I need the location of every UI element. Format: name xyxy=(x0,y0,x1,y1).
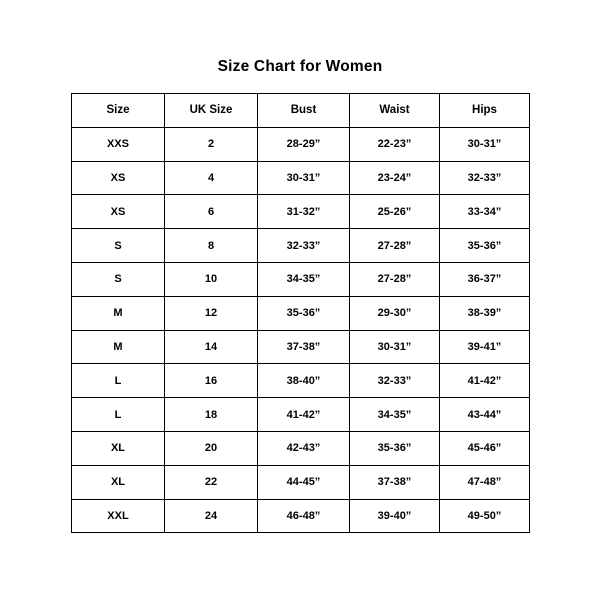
cell-uk-size: 10 xyxy=(165,262,258,296)
table-row xyxy=(72,229,530,263)
cell-size: XL xyxy=(72,465,165,499)
cell-hips: 49-50” xyxy=(440,499,530,533)
cell-bust: 44-45” xyxy=(258,465,350,499)
cell-uk-size: 2 xyxy=(165,127,258,161)
cell-uk-size: 18 xyxy=(165,398,258,432)
cell-size: XXL xyxy=(72,499,165,533)
cell-waist: 27-28” xyxy=(350,262,440,296)
cell-waist: 39-40” xyxy=(350,499,440,533)
table-row xyxy=(72,161,530,195)
cell-hips: 43-44” xyxy=(440,398,530,432)
size-chart-table-container xyxy=(71,93,529,533)
column-header-bust: Bust xyxy=(258,94,350,128)
cell-size: S xyxy=(72,262,165,296)
cell-size: XS xyxy=(72,161,165,195)
cell-waist: 25-26” xyxy=(350,195,440,229)
cell-size: XL xyxy=(72,431,165,465)
table-row xyxy=(72,330,530,364)
cell-bust: 34-35” xyxy=(258,262,350,296)
cell-size: XXS xyxy=(72,127,165,161)
table-row xyxy=(72,465,530,499)
cell-bust: 32-33” xyxy=(258,229,350,263)
table-header xyxy=(72,94,530,128)
cell-hips: 32-33” xyxy=(440,161,530,195)
cell-bust: 35-36” xyxy=(258,296,350,330)
cell-hips: 36-37” xyxy=(440,262,530,296)
table-row xyxy=(72,195,530,229)
cell-size: L xyxy=(72,364,165,398)
table-row xyxy=(72,431,530,465)
cell-uk-size: 12 xyxy=(165,296,258,330)
cell-bust: 42-43” xyxy=(258,431,350,465)
cell-hips: 33-34” xyxy=(440,195,530,229)
cell-hips: 38-39” xyxy=(440,296,530,330)
table-row xyxy=(72,499,530,533)
cell-bust: 28-29” xyxy=(258,127,350,161)
table-row xyxy=(72,127,530,161)
cell-waist: 22-23” xyxy=(350,127,440,161)
cell-waist: 23-24” xyxy=(350,161,440,195)
cell-hips: 47-48” xyxy=(440,465,530,499)
cell-bust: 30-31” xyxy=(258,161,350,195)
cell-bust: 31-32” xyxy=(258,195,350,229)
column-header-uk-size: UK Size xyxy=(165,94,258,128)
cell-uk-size: 20 xyxy=(165,431,258,465)
cell-waist: 37-38” xyxy=(350,465,440,499)
table-row xyxy=(72,364,530,398)
table-row xyxy=(72,398,530,432)
cell-uk-size: 6 xyxy=(165,195,258,229)
size-chart-table xyxy=(71,93,530,533)
cell-uk-size: 22 xyxy=(165,465,258,499)
table-body xyxy=(72,127,530,533)
cell-hips: 30-31” xyxy=(440,127,530,161)
cell-waist: 35-36” xyxy=(350,431,440,465)
column-header-waist: Waist xyxy=(350,94,440,128)
cell-bust: 37-38” xyxy=(258,330,350,364)
table-row xyxy=(72,296,530,330)
cell-waist: 30-31” xyxy=(350,330,440,364)
cell-uk-size: 8 xyxy=(165,229,258,263)
cell-size: XS xyxy=(72,195,165,229)
cell-waist: 34-35” xyxy=(350,398,440,432)
cell-size: M xyxy=(72,296,165,330)
cell-uk-size: 14 xyxy=(165,330,258,364)
cell-bust: 46-48” xyxy=(258,499,350,533)
cell-size: L xyxy=(72,398,165,432)
cell-bust: 38-40” xyxy=(258,364,350,398)
cell-uk-size: 4 xyxy=(165,161,258,195)
cell-bust: 41-42” xyxy=(258,398,350,432)
cell-uk-size: 24 xyxy=(165,499,258,533)
column-header-hips: Hips xyxy=(440,94,530,128)
cell-uk-size: 16 xyxy=(165,364,258,398)
cell-hips: 35-36” xyxy=(440,229,530,263)
cell-waist: 27-28” xyxy=(350,229,440,263)
cell-hips: 45-46” xyxy=(440,431,530,465)
page-title: Size Chart for Women xyxy=(217,58,383,75)
cell-size: M xyxy=(72,330,165,364)
table-header-row xyxy=(72,94,530,128)
cell-waist: 32-33” xyxy=(350,364,440,398)
cell-waist: 29-30” xyxy=(350,296,440,330)
cell-hips: 41-42” xyxy=(440,364,530,398)
table-row xyxy=(72,262,530,296)
column-header-size: Size xyxy=(72,94,165,128)
cell-size: S xyxy=(72,229,165,263)
cell-hips: 39-41” xyxy=(440,330,530,364)
